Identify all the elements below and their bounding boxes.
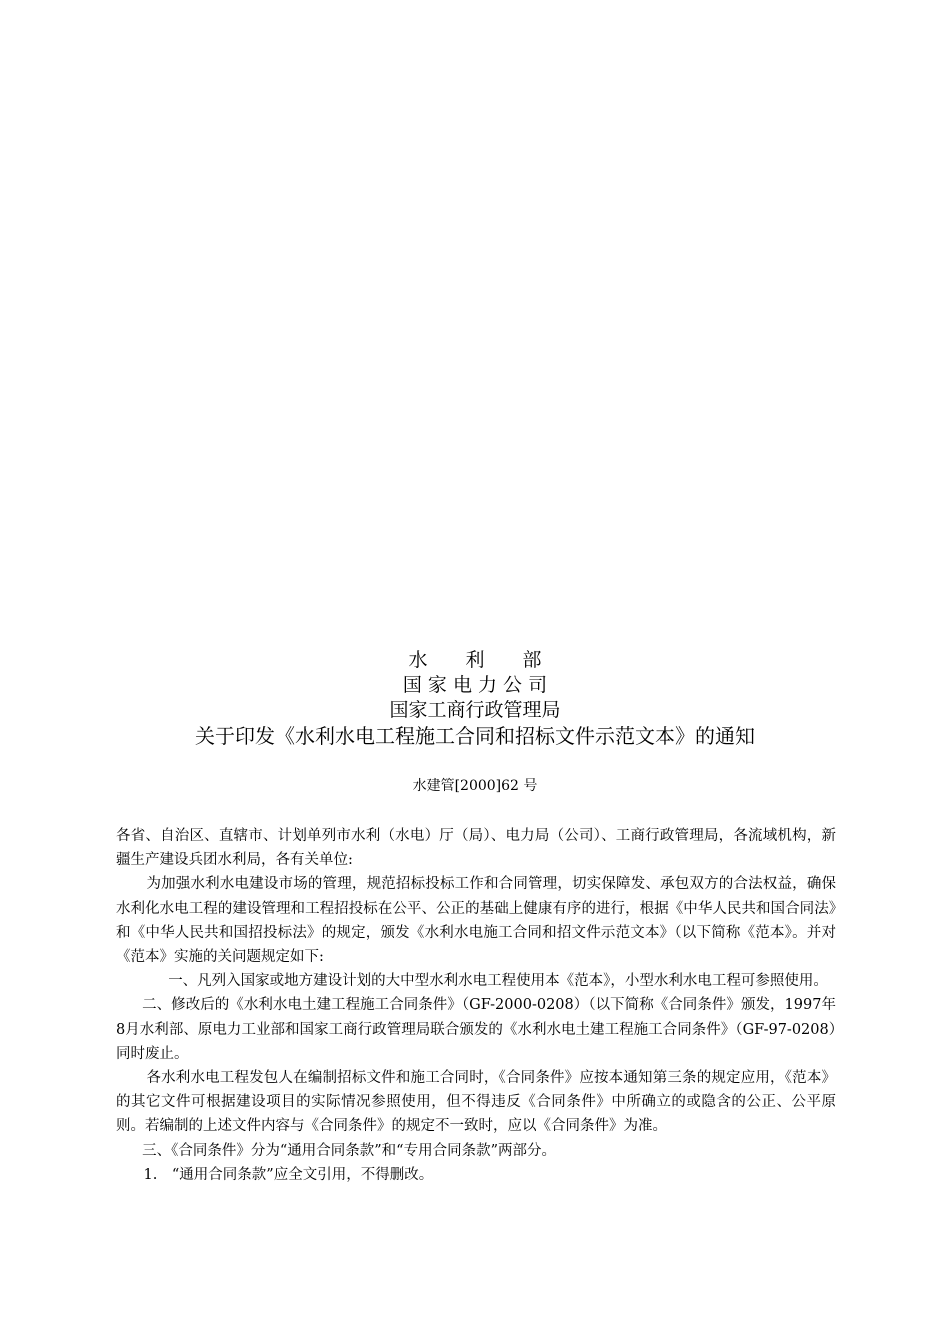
document-header xyxy=(0,648,950,749)
paragraph-item-2-detail: 各水利水电工程发包人在编制招标文件和施工合同时，《合同条件》应按本通知第三条的规定应用，《范本》的其它文件可根据建设项目的实际情况参照使用，但不得违反《合同条件》中所确立的或隐含的公正、公平原则。若编制的上述文件内容与《合同条件》的规定不一致时，应以《合同条件》为准。 xyxy=(116,1070,836,1135)
document-number: 水建管[2000]62 号 xyxy=(412,778,538,794)
addressee: 各省、自治区、直辖市、计划单列市水利（水电）厅（局）、电力局（公司）、工商行政管理局，各流域机构，新疆生产建设兵团水利局，各有关单位: xyxy=(116,828,836,869)
issuer-ministry-of-water-resources: 水 利 部 xyxy=(408,649,542,671)
paragraph-item-3: 三、《合同条件》分为“通用合同条款”和“专用合同条款”两部分。 xyxy=(142,1142,556,1159)
paragraph-item-2: 二、修改后的《水利水电土建工程施工合同条件》（GF-2000-0208）（以下简称《合同条件》颁发，1997年8月水利部、原电力工业部和国家工商行政管理局联合颁发的《水利水电土建工程施工合同条件》（GF-97-0208）同时废止。 xyxy=(116,997,836,1062)
paragraph-item-1: 一、凡列入国家或地方建设计划的大中型水利水电工程使用本《范本》，小型水利水电工程可参照使用。 xyxy=(168,973,828,990)
issuer-saic: 国家工商行政管理局 xyxy=(389,699,561,721)
issuer-state-power-corporation: 国 家 电 力 公 司 xyxy=(402,674,548,696)
paragraph-purpose: 为加强水利水电建设市场的管理，规范招标投标工作和合同管理，切实保障发、承包双方的合法权益，确保水利化水电工程的建设管理和工程招投标在公平、公正的基础上健康有序的进行，根据《中华人民共和国合同法》和《中华人民共和国招投标法》的规定，颁发《水利水电施工合同和招文件示范文本》（以下简称《范本》。并对《范本》实施的关问题规定如下: xyxy=(116,876,836,966)
document-body xyxy=(116,824,836,1187)
document-title: 关于印发《水利水电工程施工合同和招标文件示范文本》的通知 xyxy=(195,724,755,748)
paragraph-item-3-sub-1: 1. “通用合同条款”应全文引用，不得删改。 xyxy=(143,1166,434,1183)
